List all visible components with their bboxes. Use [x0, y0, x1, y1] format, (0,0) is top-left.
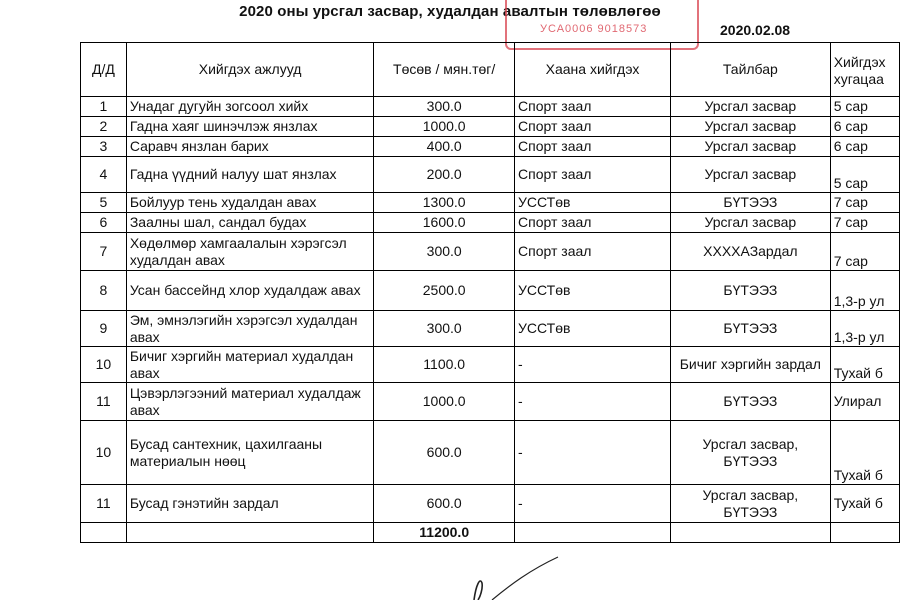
signature [430, 555, 570, 600]
row-deadline: Тухай б [830, 485, 899, 523]
row-location: УССТөв [515, 311, 671, 347]
total-empty-cell [81, 523, 127, 543]
total-empty-cell [830, 523, 899, 543]
row-deadline: 5 сар [830, 157, 899, 193]
row-number: 2 [81, 117, 127, 137]
table-row [81, 157, 900, 193]
total-empty-cell [126, 523, 374, 543]
row-task: Гадна хаяг шинэчлэж янзлах [126, 117, 374, 137]
row-location: Спорт заал [515, 157, 671, 193]
row-budget: 300.0 [374, 311, 515, 347]
row-location: Спорт заал [515, 213, 671, 233]
total-row [81, 523, 900, 543]
table-header-row [81, 43, 900, 97]
row-deadline: 6 сар [830, 117, 899, 137]
header-no: Д/Д [81, 43, 127, 97]
header-task: Хийгдэх ажлууд [126, 43, 374, 97]
document-title: 2020 оны урсгал засвар, худалдан авалтын төлөвлөгөө [239, 3, 661, 20]
row-location: УССТөв [515, 271, 671, 311]
row-note: Урсгал засвар [670, 213, 830, 233]
row-budget: 1300.0 [374, 193, 515, 213]
table-row [81, 383, 900, 421]
table-row [81, 193, 900, 213]
row-note: Урсгал засвар [670, 137, 830, 157]
row-task: Унадаг дугуйн зогсоол хийх [126, 97, 374, 117]
total-empty-cell [670, 523, 830, 543]
row-budget: 600.0 [374, 485, 515, 523]
row-number: 1 [81, 97, 127, 117]
row-task: Бойлуур тень худалдан авах [126, 193, 374, 213]
row-deadline: Тухай б [830, 347, 899, 383]
table-row [81, 97, 900, 117]
row-task: Гадна үүдний налуу шат янзлах [126, 157, 374, 193]
row-budget: 400.0 [374, 137, 515, 157]
row-note: Бичиг хэргийн зардал [670, 347, 830, 383]
plan-table [80, 42, 900, 543]
row-note: БҮТЭЭЗ [670, 193, 830, 213]
table-row [81, 233, 900, 271]
row-task: Бусад гэнэтийн зардал [126, 485, 374, 523]
row-location: Спорт заал [515, 233, 671, 271]
row-task: Усан бассейнд хлор худалдаж авах [126, 271, 374, 311]
row-location: - [515, 421, 671, 485]
row-deadline: 1,3-р ул [830, 311, 899, 347]
row-number: 10 [81, 347, 127, 383]
row-task: Бусад сантехник, цахилгааны материалын нөөц [126, 421, 374, 485]
row-budget: 1100.0 [374, 347, 515, 383]
table-row [81, 485, 900, 523]
table-row [81, 311, 900, 347]
row-number: 6 [81, 213, 127, 233]
row-number: 4 [81, 157, 127, 193]
row-task: Бичиг хэргийн материал худалдан авах [126, 347, 374, 383]
row-note: Урсгал засвар [670, 157, 830, 193]
row-number: 3 [81, 137, 127, 157]
row-deadline: 5 сар [830, 97, 899, 117]
row-deadline: 7 сар [830, 193, 899, 213]
row-number: 9 [81, 311, 127, 347]
row-note: Урсгал засвар, БҮТЭЭЗ [670, 421, 830, 485]
row-location: Спорт заал [515, 97, 671, 117]
row-location: Спорт заал [515, 137, 671, 157]
row-number: 8 [81, 271, 127, 311]
row-location: - [515, 383, 671, 421]
total-empty-cell [515, 523, 671, 543]
table-row [81, 421, 900, 485]
row-budget: 200.0 [374, 157, 515, 193]
table-row [81, 213, 900, 233]
row-deadline: Улирал [830, 383, 899, 421]
row-location: - [515, 485, 671, 523]
row-number: 10 [81, 421, 127, 485]
row-budget: 1600.0 [374, 213, 515, 233]
row-budget: 1000.0 [374, 117, 515, 137]
row-location: - [515, 347, 671, 383]
row-task: Эм, эмнэлэгийн хэрэгсэл худалдан авах [126, 311, 374, 347]
row-budget: 600.0 [374, 421, 515, 485]
row-number: 7 [81, 233, 127, 271]
row-deadline: 7 сар [830, 213, 899, 233]
document-date: 2020.02.08 [720, 22, 791, 38]
row-note: Урсгал засвар [670, 97, 830, 117]
header-where: Хаана хийгдэх [515, 43, 671, 97]
row-budget: 300.0 [374, 97, 515, 117]
total-budget: 11200.0 [374, 523, 515, 543]
row-note: ХХХХАЗардал [670, 233, 830, 271]
row-task: Саравч янзлан барих [126, 137, 374, 157]
row-note: БҮТЭЭЗ [670, 311, 830, 347]
table-row [81, 137, 900, 157]
row-location: УССТөв [515, 193, 671, 213]
row-note: БҮТЭЭЗ [670, 383, 830, 421]
header-budget: Төсөв / мян.төг/ [374, 43, 515, 97]
row-deadline: Тухай б [830, 421, 899, 485]
row-note: Урсгал засвар [670, 117, 830, 137]
row-task: Хөдөлмөр хамгаалалын хэрэгсэл худалдан авах [126, 233, 374, 271]
row-task: Заалны шал, сандал будах [126, 213, 374, 233]
header-deadline: Хийгдэх хугацаа [830, 43, 899, 97]
row-budget: 300.0 [374, 233, 515, 271]
row-deadline: 6 сар [830, 137, 899, 157]
row-note: Урсгал засвар, БҮТЭЭЗ [670, 485, 830, 523]
table-row [81, 347, 900, 383]
row-location: Спорт заал [515, 117, 671, 137]
row-number: 5 [81, 193, 127, 213]
row-deadline: 7 сар [830, 233, 899, 271]
row-task: Цэвэрлэгээний материал худалдаж авах [126, 383, 374, 421]
row-number: 11 [81, 383, 127, 421]
table-row [81, 271, 900, 311]
row-budget: 1000.0 [374, 383, 515, 421]
row-note: БҮТЭЭЗ [670, 271, 830, 311]
header-note: Тайлбар [670, 43, 830, 97]
row-budget: 2500.0 [374, 271, 515, 311]
stamp-text: УСА0006 9018573 [540, 23, 648, 35]
row-number: 11 [81, 485, 127, 523]
row-deadline: 1,3-р ул [830, 271, 899, 311]
table-row [81, 117, 900, 137]
